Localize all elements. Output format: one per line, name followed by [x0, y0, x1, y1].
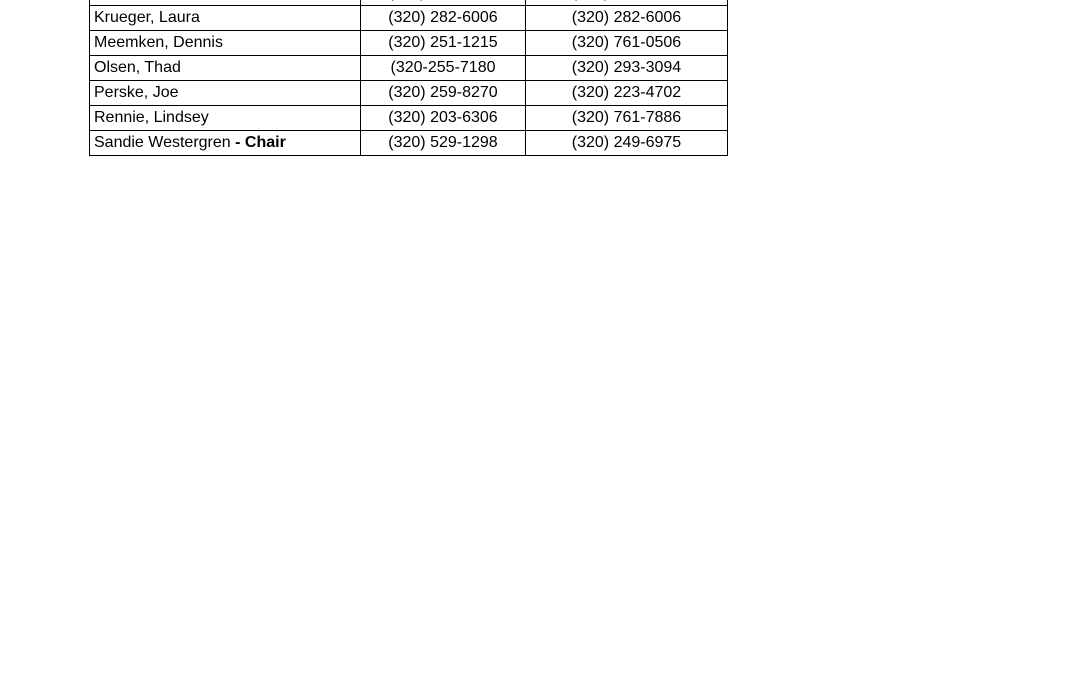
- primary-phone: (320) 203-6306: [361, 106, 526, 131]
- member-name-text: Meemken, Dennis: [94, 34, 223, 51]
- member-name-text: Perske, Joe: [94, 84, 179, 101]
- member-name: [90, 31, 361, 56]
- member-name: [90, 56, 361, 81]
- secondary-phone: (320) 249-6975: [526, 131, 728, 156]
- member-name-text: Sandie Westergren: [94, 134, 231, 151]
- member-name-text: Olsen, Thad: [94, 59, 181, 76]
- primary-phone: (320) 259-8270: [361, 81, 526, 106]
- primary-phone: (320) 282-6006: [361, 6, 526, 31]
- member-name: [90, 131, 361, 156]
- table-row: [90, 6, 728, 31]
- table-row: [90, 81, 728, 106]
- primary-phone: (320-255-7180: [361, 56, 526, 81]
- member-name: [90, 81, 361, 106]
- table-row: [90, 106, 728, 131]
- member-name-text: Rennie, Lindsey: [94, 109, 209, 126]
- secondary-phone: (320) 282-6006: [526, 6, 728, 31]
- secondary-phone: (320) 293-3094: [526, 56, 728, 81]
- member-name: [90, 6, 361, 31]
- secondary-phone: (320) 761-0506: [526, 31, 728, 56]
- primary-phone: (320) 251-1215: [361, 31, 526, 56]
- secondary-phone: (320) 223-4702: [526, 81, 728, 106]
- member-name: [90, 106, 361, 131]
- member-role: - Chair: [230, 134, 286, 151]
- table-row: [90, 56, 728, 81]
- primary-phone: (320) 529-1298: [361, 131, 526, 156]
- table-row: [90, 31, 728, 56]
- contact-table: [89, 0, 728, 156]
- member-name-text: Krueger, Laura: [94, 9, 200, 26]
- table-row: [90, 131, 728, 156]
- secondary-phone: (320) 761-7886: [526, 106, 728, 131]
